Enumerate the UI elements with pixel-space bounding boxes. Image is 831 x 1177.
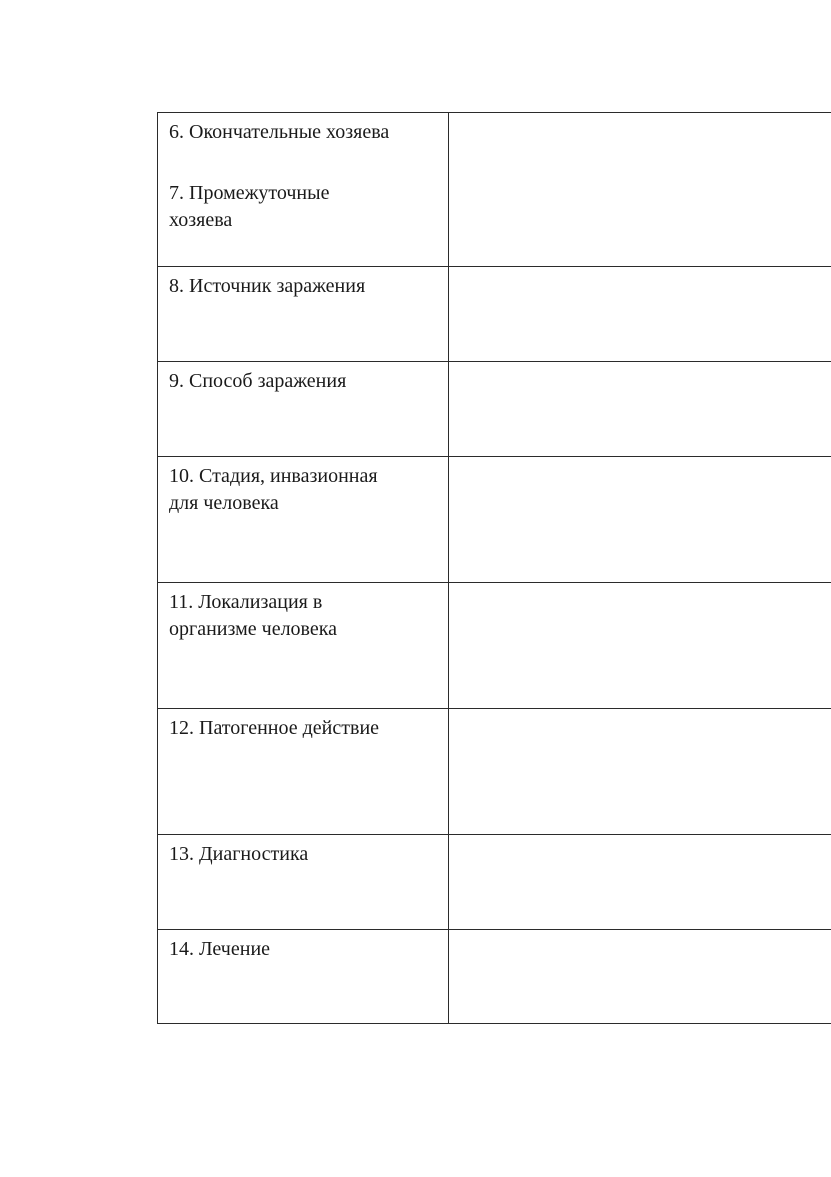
label-line: 11. Локализация в (169, 591, 323, 613)
table-row-diagnostics (158, 835, 831, 930)
parasite-description-table (157, 112, 831, 1024)
label-line: хозяева (169, 209, 233, 231)
row-label-invasive-stage (158, 457, 449, 583)
label-line: организме человека (169, 618, 338, 640)
row-label-infection-source (158, 267, 449, 362)
table-row-infection-method (158, 362, 831, 457)
answer-cell-invasive-stage[interactable] (449, 457, 831, 583)
row-label-treatment (158, 930, 449, 1024)
label-line: 6. Окончательные хозяева (169, 121, 390, 143)
table-row-infection-source (158, 267, 831, 362)
row-label-localization (158, 583, 449, 709)
answer-cell-infection-method[interactable] (449, 362, 831, 457)
row-label-diagnostics (158, 835, 449, 930)
spacer (169, 146, 438, 180)
label-line: 12. Патогенное действие (169, 717, 380, 739)
answer-cell-pathogenic-effect[interactable] (449, 709, 831, 835)
row-label-hosts (158, 113, 449, 267)
answer-cell-treatment[interactable] (449, 930, 831, 1024)
table-row-hosts (158, 113, 831, 267)
answer-cell-diagnostics[interactable] (449, 835, 831, 930)
row-label-infection-method (158, 362, 449, 457)
label-line: 14. Лечение (169, 938, 271, 960)
table-row-pathogenic-effect (158, 709, 831, 835)
table-row-localization (158, 583, 831, 709)
label-line: для человека (169, 492, 279, 514)
table-row-treatment (158, 930, 831, 1024)
label-line: 9. Способ заражения (169, 370, 347, 392)
answer-cell-hosts[interactable] (449, 113, 831, 267)
answer-cell-localization[interactable] (449, 583, 831, 709)
label-line: 10. Стадия, инвазионная (169, 465, 378, 487)
label-line: 7. Промежуточные (169, 182, 330, 204)
row-label-pathogenic-effect (158, 709, 449, 835)
table-row-invasive-stage (158, 457, 831, 583)
label-line: 13. Диагностика (169, 843, 309, 865)
label-line: 8. Источник заражения (169, 275, 366, 297)
answer-cell-infection-source[interactable] (449, 267, 831, 362)
